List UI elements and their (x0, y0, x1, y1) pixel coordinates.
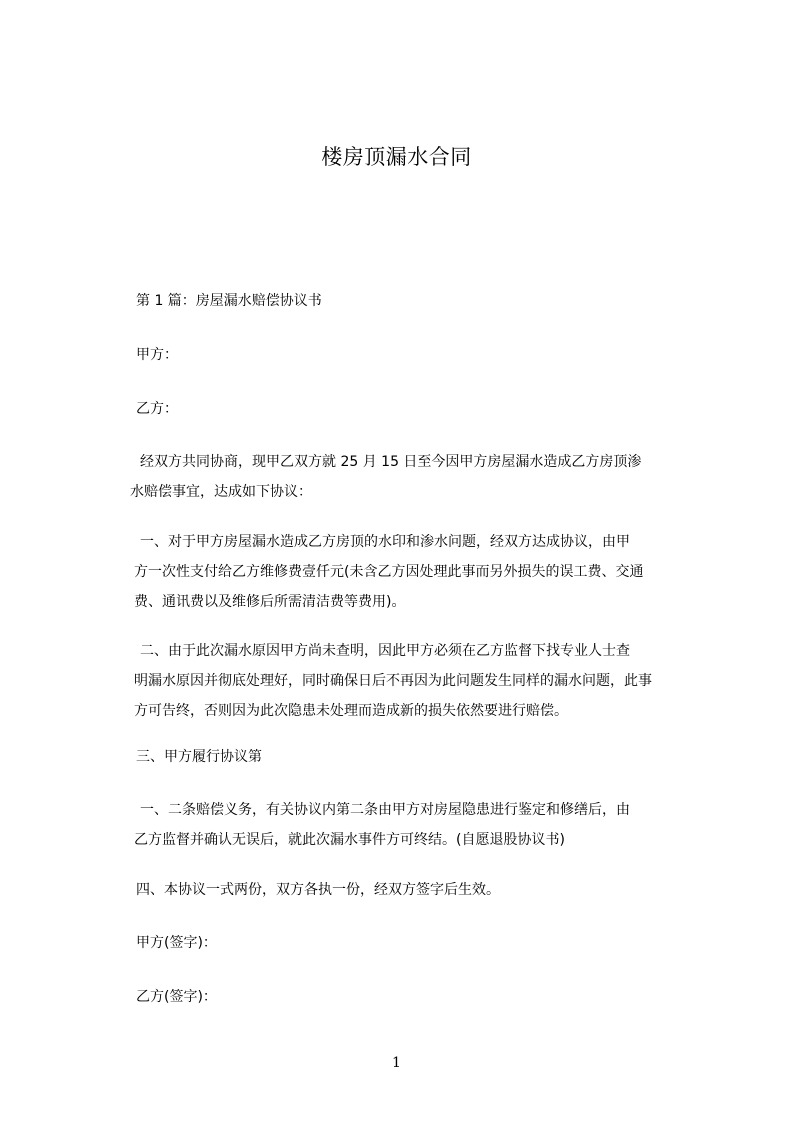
clause-3-line-2: 乙方监督并确认无误后，就此次漏水事件方可终结。(自愿退股协议书) (134, 832, 565, 848)
clause-2-line-3: 方可告终，否则因为此次隐患未处理而造成新的损失依然要进行赔偿。 (134, 703, 568, 719)
clause-3-heading: 三、甲方履行协议第 (136, 749, 262, 765)
party-b-label: 乙方： (136, 401, 178, 417)
clause-1-line-1: 一、对于甲方房屋漏水造成乙方房顶的水印和渗水问题，经双方达成协议，由甲 (140, 534, 630, 550)
intro-line-1: 经双方共同协商，现甲乙双方就 25 月 15 日至今因甲方房屋漏水造成乙方房顶渗 (140, 454, 642, 470)
intro-paragraph (130, 447, 676, 507)
party-b-signature-label: 乙方(签字)： (136, 989, 217, 1005)
section-heading: 第 1 篇：房屋漏水赔偿协议书 (136, 293, 322, 309)
clause-3-line-1: 一、二条赔偿义务，有关协议内第二条由甲方对房屋隐患进行鉴定和修缮后，由 (140, 802, 630, 818)
page-number: 1 (392, 1055, 401, 1071)
party-a-label: 甲方： (136, 347, 178, 363)
clause-1-line-3: 费、通讯费以及维修后所需清洁费等费用)。 (134, 594, 406, 610)
party-a-signature-label: 甲方(签字)： (136, 935, 217, 951)
clause-2-line-1: 二、由于此次漏水原因甲方尚未查明，因此甲方必须在乙方监督下找专业人士查 (140, 643, 630, 659)
clause-3-paragraph (136, 795, 676, 855)
clause-1-paragraph (136, 527, 676, 617)
intro-line-2: 水赔偿事宜，达成如下协议： (130, 484, 312, 500)
clause-4-paragraph: 四、本协议一式两份，双方各执一份，经双方签字后生效。 (136, 882, 500, 898)
clause-2-paragraph (136, 636, 676, 726)
clause-1-line-2: 方一次性支付给乙方维修费壹仟元(未含乙方因处理此事而另外损失的误工费、交通 (134, 564, 644, 580)
clause-2-line-2: 明漏水原因并彻底处理好，同时确保日后不再因为此问题发生同样的漏水问题，此事 (134, 673, 652, 689)
document-title: 楼房顶漏水合同 (321, 145, 472, 169)
